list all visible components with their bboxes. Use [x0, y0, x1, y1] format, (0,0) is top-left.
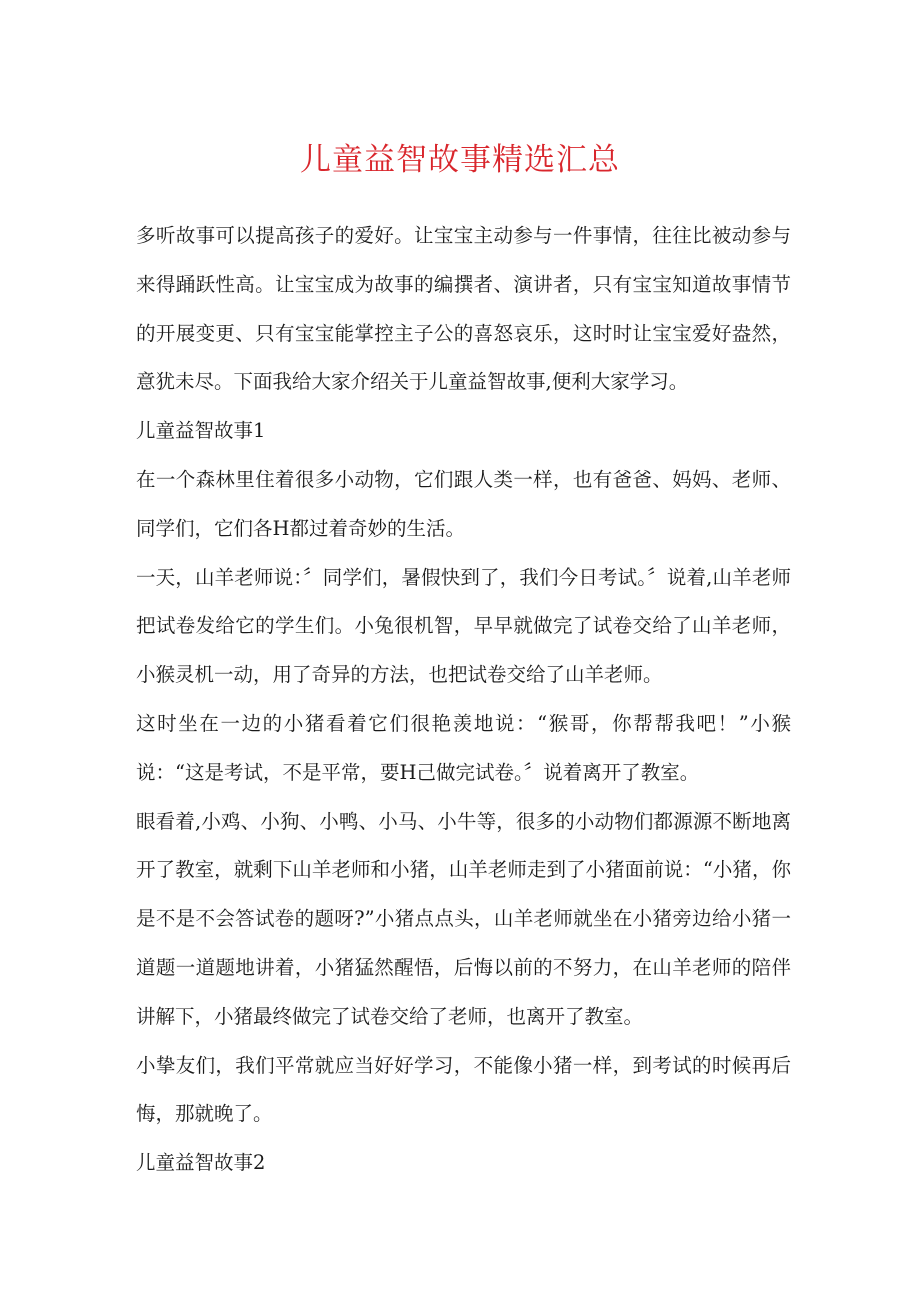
story-1-paragraph-1: 在一个森林里住着很多小动物，它们跟人类一样，也有爸爸、妈妈、老师、同学们，它们各H都过着奇妙的生活。	[136, 467, 791, 540]
story-1-paragraph-5: 小挚友们，我们平常就应当好好学习，不能像小猪一样，到考试的时候再后悔，那就晚了。	[136, 1053, 791, 1126]
story-2-heading: 儿童益智故事2	[136, 1151, 266, 1175]
story-1-paragraph-2: 一天，山羊老师说：〞同学们，暑假快到了，我们今日考试。〞说着,山羊老师把试卷发给它的学生们。小兔很机智，早早就做完了试卷交给了山羊老师，小猴灵机一动，用了奇异的方法，也把试卷交给了山羊老师。	[136, 565, 791, 687]
page-title: 儿童益智故事精选汇总	[300, 142, 620, 178]
story-1-heading: 儿童益智故事1	[136, 419, 266, 443]
story-1-paragraph-4: 眼看着,小鸡、小狗、小鸭、小马、小牛等，很多的小动物们都源源不断地离开了教室，就剩下山羊老师和小猪，山羊老师走到了小猪面前说：“小猪，你是不是不会答试卷的题呀?”小猪点点头，山羊老师就坐在小猪旁边给小猪一道题一道题地讲着，小猪猛然醒悟，后悔以前的不努力，在山羊老师的陪伴讲解下，小猪最终做完了试卷交给了老师，也离开了教室。	[136, 809, 791, 1028]
document-body	[136, 212, 791, 1188]
story-1-paragraph-3: 这时坐在一边的小猪看着它们很艳羡地说：“猴哥，你帮帮我吧！”小猴说：“这是考试，不是平常，要H己做完试卷。〞说着离开了教室。	[136, 711, 791, 784]
intro-paragraph: 多听故事可以提高孩子的爱好。让宝宝主动参与一件事情，往往比被动参与来得踊跃性高。让宝宝成为故事的编撰者、演讲者，只有宝宝知道故事情节的开展变更、只有宝宝能掌控主子公的喜怒哀乐，这时时让宝宝爱好盎然，意犹未尽。下面我给大家介绍关于儿童益智故事,便利大家学习。	[136, 224, 791, 394]
